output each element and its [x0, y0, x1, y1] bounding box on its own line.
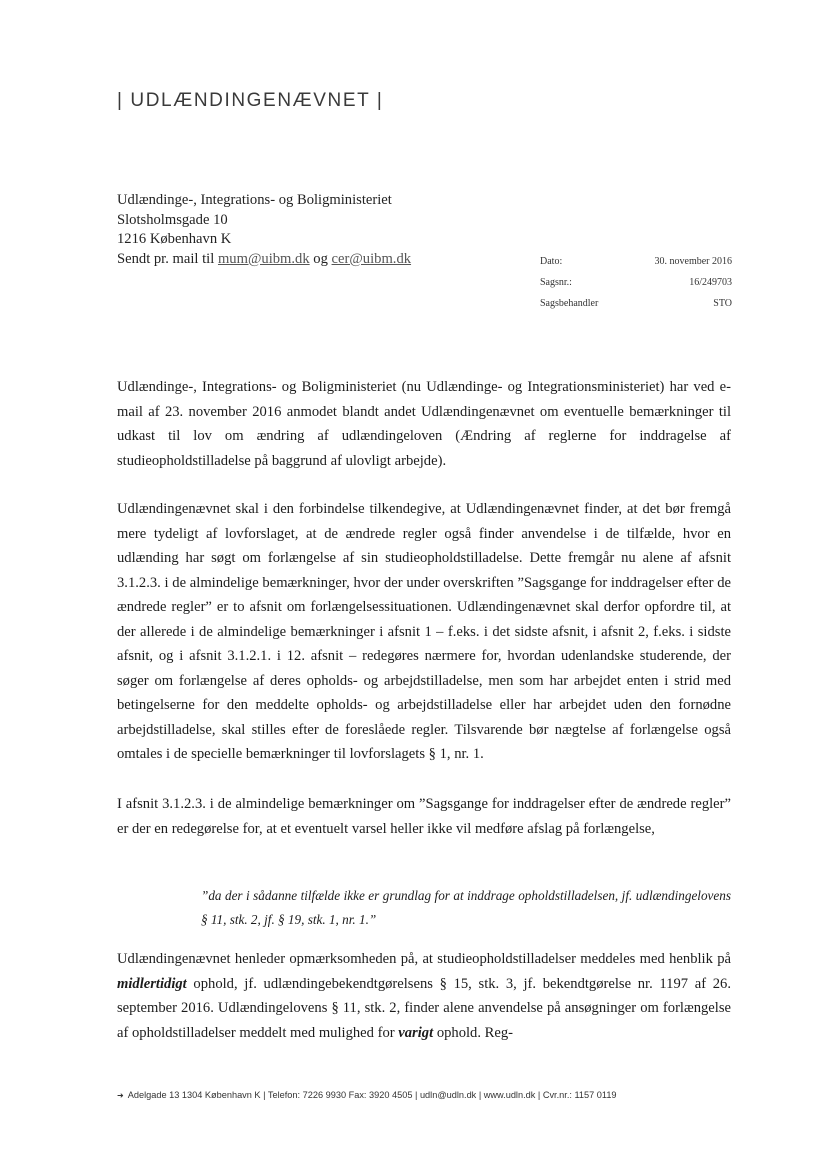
date-label: Dato: — [540, 256, 563, 267]
footer-contact — [117, 1090, 737, 1100]
case-handler-value: STO — [713, 298, 732, 309]
case-number-value: 16/249703 — [689, 277, 732, 288]
case-number-label: Sagsnr.: — [540, 277, 572, 288]
udlaendingenaevnet-logo: | UDLÆNDINGENÆVNET | — [117, 90, 384, 111]
paragraph-4-part-1: Udlændingenævnet henleder opmærksomheden på, at studieopholdstilladelser meddeles med henblik på — [117, 951, 731, 967]
date-row — [540, 251, 732, 272]
case-number-row — [540, 272, 732, 293]
paragraph-1: Udlændinge-, Integrations- og Boligministeriet (nu Udlændinge- og Integrationsministeriet) har ved e-mail af 23. november 2016 anmodet blandt andet Udlændingenævnet om eventuelle bemærkninger til udkast til lov om ændring af udlændingeloven (Ændring af reglerne for inddragelse af studieopholdstilladelse på baggrund af ulovligt arbejde). — [117, 379, 731, 469]
recipient-address — [117, 191, 411, 269]
emphasis-midlertidigt: midlertidigt — [117, 975, 187, 992]
recipient-line-2: Slotsholmsgade 10 — [117, 211, 228, 228]
emphasis-varigt: varigt — [398, 1024, 434, 1041]
email-link-cer[interactable]: cer@uibm.dk — [331, 250, 412, 267]
recipient-mail-line — [117, 250, 411, 270]
date-value: 30. november 2016 — [654, 256, 732, 267]
case-handler-label: Sagsbehandler — [540, 298, 599, 309]
email-link-mum[interactable]: mum@uibm.dk — [217, 250, 310, 267]
block-quote: ”da der i sådanne tilfælde ikke er grundlag for at inddrage opholdstilladelsen, jf. udlændingelovens § 11, stk. 2, jf. § 19, stk. 1, nr. 1.” — [201, 888, 731, 927]
email-connector: og — [313, 250, 328, 267]
paragraph-2: Udlændingenævnet skal i den forbindelse tilkendegive, at Udlændingenævnet finder, at det bør fremgå mere tydeligt af lovforslaget, at de ændrede regler også finder anvendelse i de tilfælde, hvor en udlænding har søgt om forlængelse af sin studieopholdstilladelse. Dette fremgår nu alene af afsnit 3.1.2.3. i de almindelige bemærkninger, hvor der under overskriften ”Sagsgange for inddragelser efter de ændrede regler” er to afsnit om forlængelsessituationen. Udlændingenævnet skal derfor opfordre til, at der allerede i de almindelige bemærkninger i afsnit 1 – f.eks. i det sidste afsnit, i afsnit 2, f.eks. i sidste afsnit, og i afsnit 3.1.2.1. i 12. afsnit – redegøres nærmere for, hvordan udenlandske studerende, der søger om forlængelse af deres opholds- og arbejdstilladelse, men som har arbejdet enten i strid med betingelserne for den meddelte opholds- og arbejdstilladelse eller har arbejdet uden den fornødne arbejdstilladelse, skal stilles efter de foreslåede regler. Tilsvarende bør nægtelse af forlængelse også omtales i de specielle bemærkninger til lovforslagets § 1, nr. 1. — [117, 501, 731, 762]
recipient-line-3: 1216 København K — [117, 231, 232, 247]
paragraph-4-part-3: ophold. Reg- — [436, 1024, 514, 1041]
sent-prefix: Sendt pr. mail til — [117, 250, 215, 267]
case-metadata — [540, 251, 732, 314]
case-handler-row — [540, 293, 732, 314]
recipient-line-1: Udlændinge-, Integrations- og Boligministeriet — [117, 192, 392, 208]
arrow-icon: ➜ — [117, 1091, 124, 1100]
paragraph-4-part-2: ophold, jf. udlændingebekendtgørelsens § 15, stk. 3, jf. bekendtgørelse nr. 1197 af 26. september 2016. Udlændingelovens § 11, stk. 2, finder alene anvendelse på ansøgninger om forlængelse af opholdstilladelser meddelt med mulighed for — [117, 975, 731, 1041]
paragraph-4 — [117, 947, 731, 1045]
paragraph-3: I afsnit 3.1.2.3. i de almindelige bemærkninger om ”Sagsgange for inddragelser efter de ændrede regler” er der en redegørelse for, at et eventuelt varsel heller ikke vil medføre afslag på forlængelse, — [117, 796, 731, 837]
footer-text: Adelgade 13 1304 København K | Telefon: 7226 9930 Fax: 3920 4505 | udln@udln.dk | www.udln.dk | Cvr.nr.: 1157 0119 — [127, 1090, 617, 1100]
